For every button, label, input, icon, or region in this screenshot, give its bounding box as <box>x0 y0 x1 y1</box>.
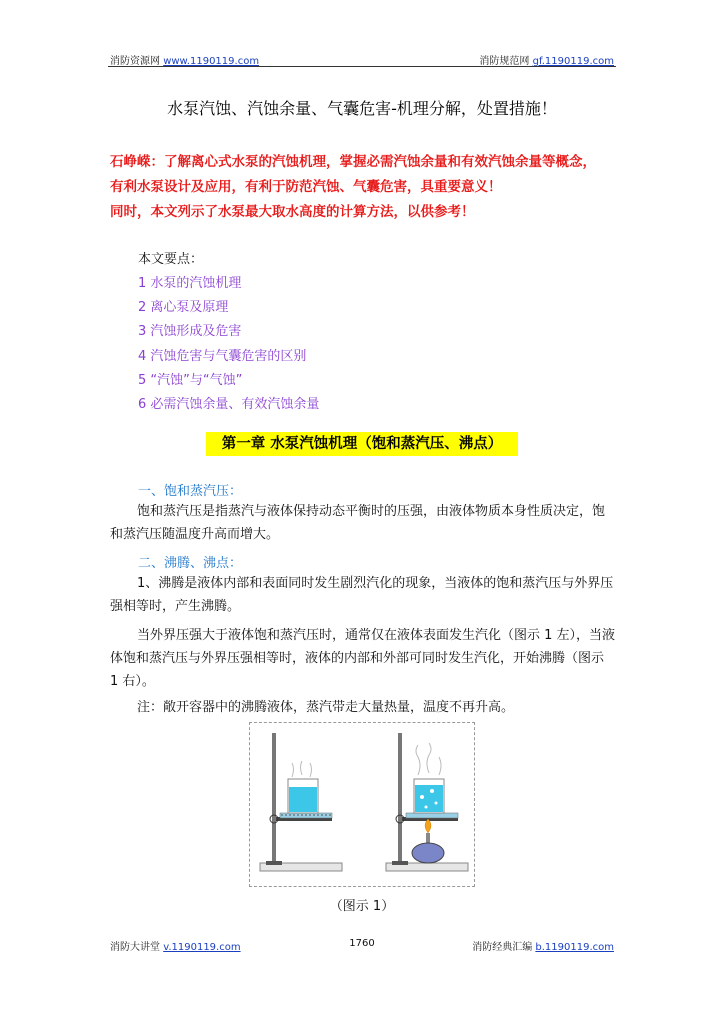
header-left-label: 消防资源网 <box>110 56 160 67</box>
header-right-link[interactable]: gf.1190119.com <box>532 56 614 67</box>
header-right-label: 消防规范网 <box>479 56 530 67</box>
footer-right <box>472 938 614 953</box>
key-point-2[interactable]: 2 离心泵及原理 <box>138 300 229 315</box>
section1-text: 饱和蒸汽压是指蒸汽与液体保持动态平衡时的压强，由液体物质本身性质决定，饱和蒸汽压随温度升高而增大。 <box>110 504 606 542</box>
key-point-5[interactable]: 5 “汽蚀”与“气蚀” <box>138 373 243 388</box>
key-point-4[interactable]: 4 汽蚀危害与气囊危害的区别 <box>138 349 307 364</box>
page-number: 1760 <box>349 938 375 949</box>
section2-note: 注：敞开容器中的沸腾液体，蒸汽带走大量热量，温度不再升高。 <box>137 700 515 715</box>
left-stand <box>260 733 342 871</box>
section2-para2: 当外界压强大于液体饱和蒸汽压时，通常仅在液体表面发生汽化（图示 1 左），当液体饱和蒸汽压与外界压强相等时，液体的内部和外部可同时发生汽化，开始沸腾（图示 1 右）。 <box>110 628 616 689</box>
header-left <box>110 52 259 67</box>
boiling-illustration <box>250 723 474 886</box>
footer-left-link[interactable]: v.1190119.com <box>163 942 241 953</box>
figure-1 <box>249 722 475 887</box>
footer-left <box>110 938 241 953</box>
intro-line-1: 石峥嵘：了解离心式水泵的汽蚀机理，掌握必需汽蚀余量和有效汽蚀余量等概念， <box>110 154 596 170</box>
intro-line-2: 有利水泵设计及应用，有利于防范汽蚀、气囊危害，具重要意义！ <box>110 179 502 195</box>
key-point-3[interactable]: 3 汽蚀形成及危害 <box>138 324 242 339</box>
header-divider <box>108 66 616 67</box>
figure-caption: （图示 1） <box>329 899 395 914</box>
header-left-link[interactable]: www.1190119.com <box>163 56 260 67</box>
key-point-1[interactable]: 1 水泵的汽蚀机理 <box>138 276 242 291</box>
footer-right-link[interactable]: b.1190119.com <box>535 942 614 953</box>
key-point-6[interactable]: 6 必需汽蚀余量、有效汽蚀余量 <box>138 397 320 412</box>
footer-right-label: 消防经典汇编 <box>472 942 533 953</box>
header-right <box>479 52 614 67</box>
section2-para1: 1、沸腾是液体内部和表面同时发生剧烈汽化的现象，当液体的饱和蒸汽压与外界压强相等时，产生沸腾。 <box>110 576 614 614</box>
key-points-heading: 本文要点： <box>138 252 204 267</box>
footer-left-label: 消防大讲堂 <box>110 942 160 953</box>
section2-heading: 二、沸腾、沸点： <box>138 556 243 571</box>
chapter-title: 第一章 水泵汽蚀机理（饱和蒸汽压、沸点） <box>206 432 518 456</box>
page-title: 水泵汽蚀、汽蚀余量、气囊危害-机理分解，处置措施！ <box>167 99 557 118</box>
intro-line-3: 同时，本文列示了水泵最大取水高度的计算方法，以供参考！ <box>110 204 475 220</box>
right-stand <box>386 733 468 871</box>
section1-heading: 一、饱和蒸汽压： <box>138 484 243 499</box>
